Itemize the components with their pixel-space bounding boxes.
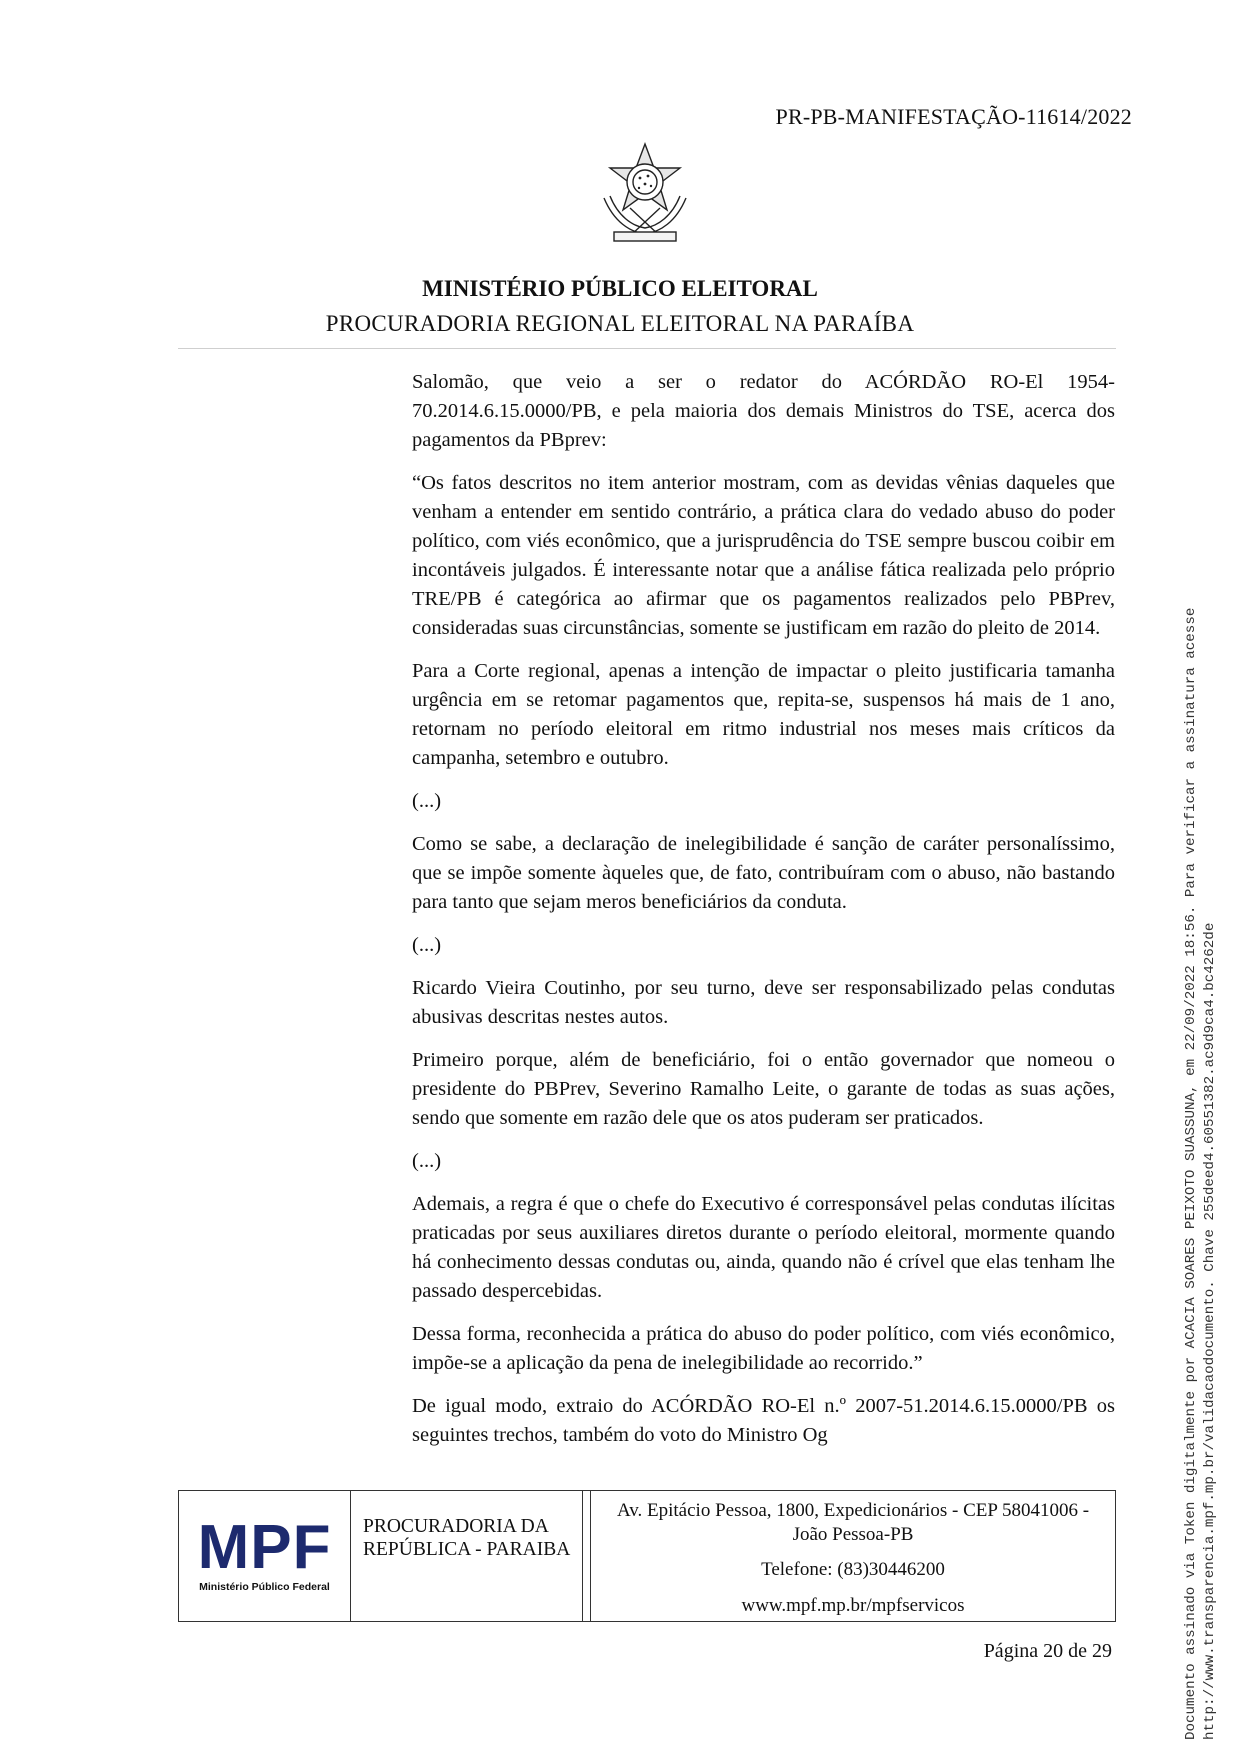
signature-line-1: Documento assinado via Token digitalmente por ACACIA SOARES PEIXOTO SUASSUNA, em 22/09/2022 18:56. Para verificar a assinatura acesse: [1183, 607, 1199, 1740]
footer-website[interactable]: www.mpf.mp.br/mpfservicos: [741, 1595, 965, 1616]
footer-box: [178, 1490, 1116, 1622]
body-paragraph: “Os fatos descritos no item anterior mostram, com as devidas vênias daqueles que venham a entender em sentido contrário, a prática clara do vedado abuso do poder político, com viés econômico, que a jurisprudência do TSE sempre buscou coibir em incontáveis julgados. É interessante notar que a análise fática realizada pelo próprio TRE/PB é categórica ao afirmar que os pagamentos realizados pelo PBPrev, consideradas suas circunstâncias, somente se justificam em razão do pleito de 2014.: [412, 472, 1115, 639]
page-number: Página 20 de 29: [983, 1640, 1112, 1662]
footer-spacer: [583, 1491, 591, 1621]
body-paragraph: Como se sabe, a declaração de inelegibilidade é sanção de caráter personalíssimo, que se impõe somente àqueles que, de fato, contribuíram com o abuso, não bastando para tanto que sejam meros beneficiários da conduta.: [412, 833, 1115, 913]
body-paragraph: Salomão, que veio a ser o redator do ACÓRDÃO RO-El 1954-70.2014.6.15.0000/PB, e pela maioria dos demais Ministros do TSE, acerca dos pagamentos da PBprev:: [412, 371, 1115, 451]
signature-stamp: [1182, 608, 1220, 1740]
body-paragraph: Primeiro porque, além de beneficiário, foi o então governador que nomeou o presidente do PBPrev, Severino Ramalho Leite, o garante de todas as suas ações, sendo que somente em razão dele que os atos puderam ser praticados.: [412, 1049, 1115, 1129]
document-id: PR-PB-MANIFESTAÇÃO-11614/2022: [775, 104, 1132, 129]
header-divider: [178, 348, 1116, 349]
body-paragraph: (...): [412, 1150, 442, 1172]
footer-office: PROCURADORIA DA REPÚBLICA - PARAIBA: [351, 1491, 583, 1621]
body-paragraph: Ricardo Vieira Coutinho, por seu turno, deve ser responsabilizado pelas condutas abusivas descritas nestes autos.: [412, 977, 1115, 1028]
org-title: MINISTÉRIO PÚBLICO ELEITORAL: [422, 276, 818, 301]
org-subtitle: PROCURADORIA REGIONAL ELEITORAL NA PARAÍBA: [325, 311, 915, 336]
footer-contact: [591, 1491, 1115, 1621]
mpf-logo: [179, 1491, 351, 1621]
mpf-logo-caption: Ministério Público Federal: [199, 1581, 330, 1593]
body-paragraph: (...): [412, 934, 442, 956]
footer-address: Av. Epitácio Pessoa, 1800, Expedicionários - CEP 58041006 - João Pessoa-PB: [616, 1500, 1090, 1545]
body-paragraph: Dessa forma, reconhecida a prática do abuso do poder político, com viés econômico, impõe-se a aplicação da pena de inelegibilidade ao recorrido.”: [412, 1323, 1115, 1374]
document-body: [412, 368, 1115, 1464]
body-paragraph: Para a Corte regional, apenas a intenção de impactar o pleito justificaria tamanha urgência em se retomar pagamentos que, repita-se, suspensos há mais de 1 ano, retornam no período eleitoral em ritmo industrial nos meses mais críticos da campanha, setembro e outubro.: [412, 660, 1115, 769]
body-paragraph: (...): [412, 790, 442, 812]
footer-phone: Telefone: (83)30446200: [761, 1559, 945, 1580]
mpf-logo-mark: MPF: [197, 1513, 332, 1582]
brazil-coat-of-arms-icon: [590, 138, 700, 248]
body-paragraph: De igual modo, extraio do ACÓRDÃO RO-El n.º 2007-51.2014.6.15.0000/PB os seguintes trechos, também do voto do Ministro Og: [412, 1395, 1115, 1446]
signature-line-2[interactable]: http://www.transparencia.mpf.mp.br/validacaodocumento. Chave 255deed4.60551382.ac9d9ca4.bc4262de: [1202, 922, 1218, 1740]
body-paragraph: Ademais, a regra é que o chefe do Executivo é corresponsável pelas condutas ilícitas praticadas por seus auxiliares diretos durante o período eleitoral, mormente quando há conhecimento dessas condutas ou, ainda, quando não é crível que elas tenham lhe passado despercebidas.: [412, 1193, 1115, 1302]
